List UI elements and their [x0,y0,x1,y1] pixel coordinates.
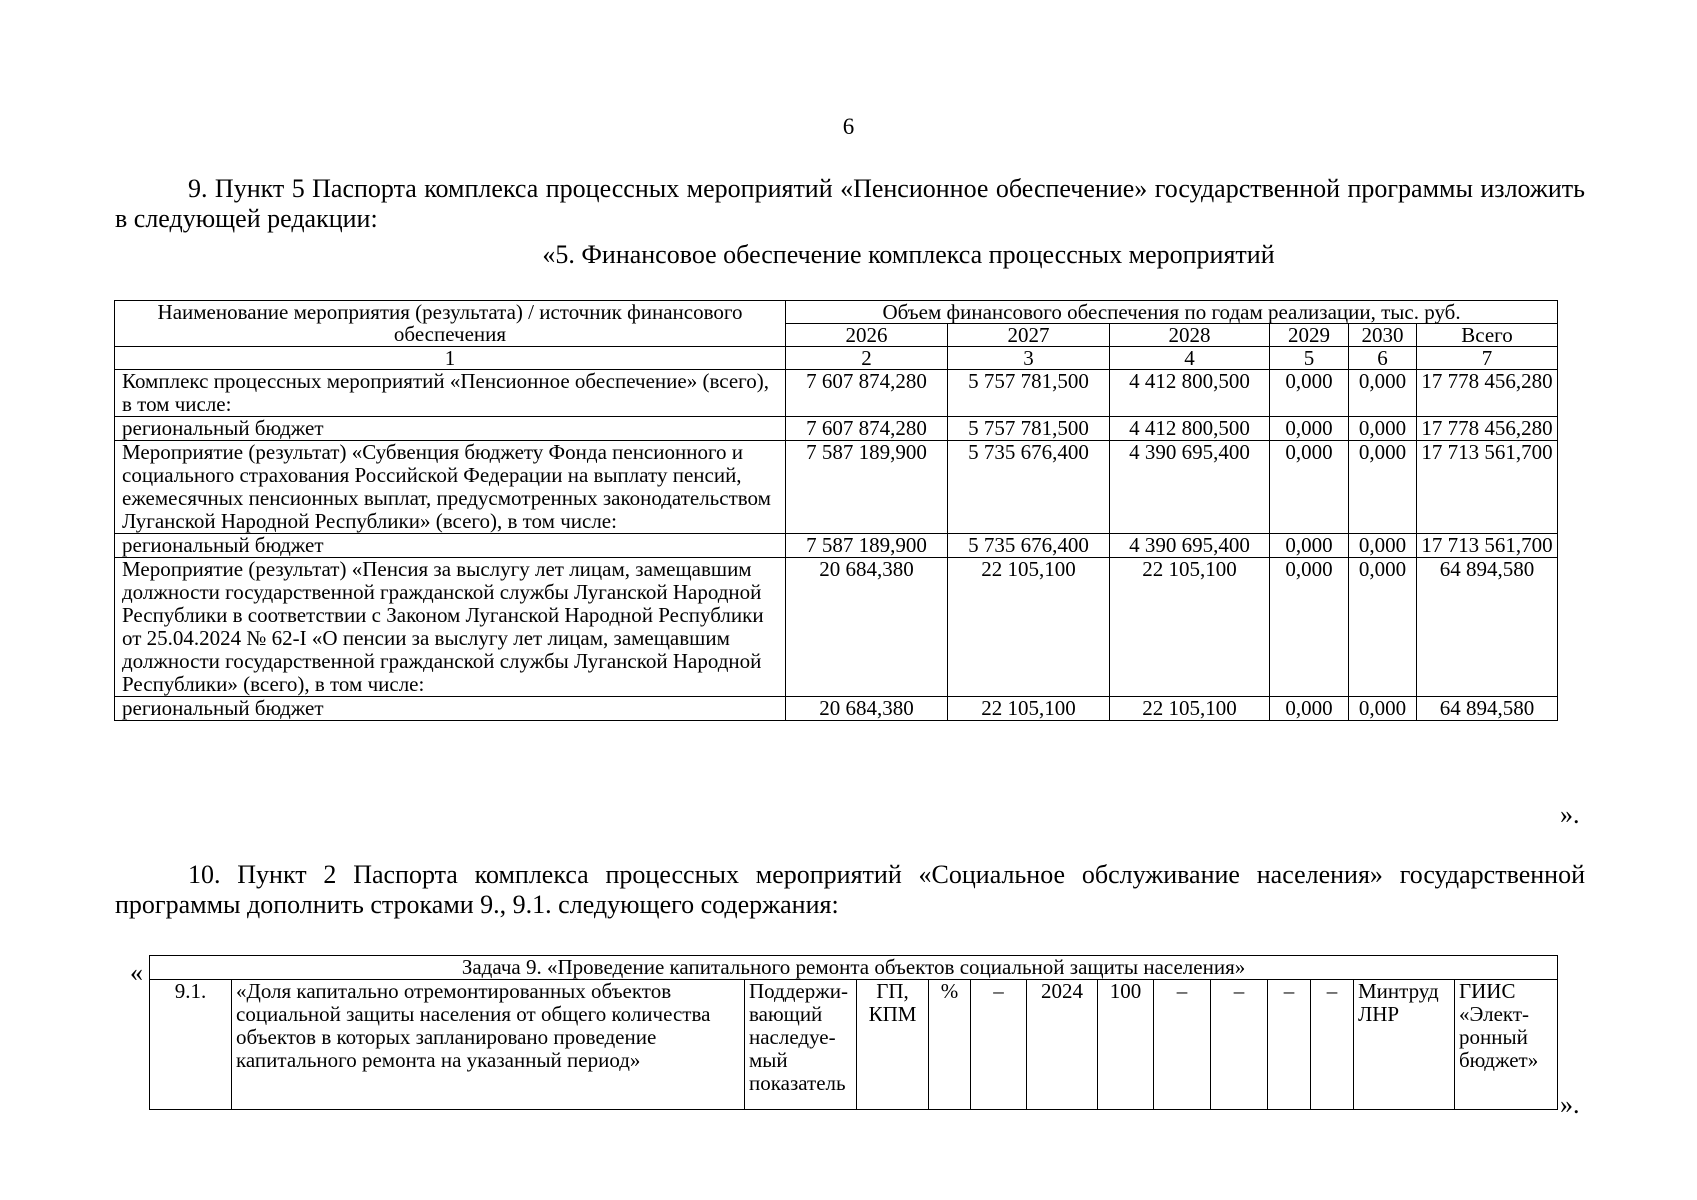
paragraph-10: 10. Пункт 2 Паспорта комплекса процессных мероприятий «Социальное обслуживание населения» государственной программы дополнить строками 9., 9.1. следующего содержания: [115,860,1585,919]
table-row [115,417,1558,441]
cell-value: 0,000 [1349,370,1417,417]
table-row [115,441,1558,534]
row-name: Мероприятие (результат) «Пенсия за выслугу лет лицам, замещавшим должности государственной гражданской службы Луганской Народной Республики в соответствии с Законом Луганской Народной Республики от 25.04.2024 № 62-I «О пенсии за выслугу лет лицам, замещавшим должности государственной гражданской службы Луганской Народной Республики» (всего), в том числе: [115,558,786,697]
task-table [149,955,1558,1110]
cell-indicator: «Доля капитально отремонтированных объектов социальной защиты населения от общего количества объектов в которых запланировано проведение капитального ремонта на указанный период» [232,980,745,1110]
row-name: региональный бюджет [115,697,786,721]
cell-value: 5 735 676,400 [948,534,1110,558]
cell-value: 0,000 [1270,558,1349,697]
col-number: 3 [948,347,1110,370]
cell-value: 7 587 189,900 [786,441,948,534]
row-name: Мероприятие (результат) «Субвенция бюджету Фонда пенсионного и социального страхования Российской Федерации на выплату пенсий, ежемесячных пенсионных выплат, предусмотренных законодательством Луганской Народной Республики» (всего), в том числе: [115,441,786,534]
col-number: 1 [115,347,786,370]
table-row [115,534,1558,558]
table-row [115,370,1558,417]
cell-value: 5 757 781,500 [948,417,1110,441]
paragraph-9: 9. Пункт 5 Паспорта комплекса процессных мероприятий «Пенсионное обеспечение» государственной программы изложить в следующей редакции: [115,174,1585,233]
cell-value: 0,000 [1270,441,1349,534]
header-year: 2026 [786,324,948,347]
header-year: 2028 [1110,324,1270,347]
cell-value: 22 105,100 [1110,697,1270,721]
cell-value: – [1154,980,1211,1110]
cell-value: 22 105,100 [948,558,1110,697]
cell-value: 0,000 [1349,417,1417,441]
opening-quote: « [130,958,143,987]
col-number: 7 [1417,347,1558,370]
row-name: региональный бюджет [115,534,786,558]
closing-quote: ». [1560,1090,1580,1119]
cell-value: 64 894,580 [1417,558,1558,697]
cell-value: – [1311,980,1354,1110]
cell-value: 4 412 800,500 [1110,370,1270,417]
section-heading: «5. Финансовое обеспечение комплекса процессных мероприятий [542,240,1275,269]
header-total: Всего [1417,324,1558,347]
cell-value: 17 713 561,700 [1417,534,1558,558]
cell-value: 0,000 [1349,441,1417,534]
cell-value: 0,000 [1349,534,1417,558]
cell-value: – [971,980,1027,1110]
cell-info-system: ГИИС «Элект-ронный бюджет» [1455,980,1558,1110]
row-name: Комплекс процессных мероприятий «Пенсионное обеспечение» (всего), в том числе: [115,370,786,417]
table-row [115,697,1558,721]
cell-value: 20 684,380 [786,558,948,697]
cell-value: 4 412 800,500 [1110,417,1270,441]
cell-value: 7 587 189,900 [786,534,948,558]
closing-quote: ». [1560,800,1580,829]
cell-value: 0,000 [1270,534,1349,558]
cell-base-year: 2024 [1027,980,1098,1110]
table-row [115,558,1558,697]
task-title: Задача 9. «Проведение капитального ремонта объектов социальной защиты населения» [150,956,1558,980]
header-year: 2027 [948,324,1110,347]
cell-value: 4 390 695,400 [1110,534,1270,558]
table-row [150,980,1558,1110]
cell-value: 7 607 874,280 [786,417,948,441]
financing-table [114,300,1558,721]
cell-level: ГП, КПМ [857,980,929,1110]
cell-value: 20 684,380 [786,697,948,721]
cell-value: 100 [1098,980,1154,1110]
cell-type: Поддержи-вающий наследуе-мый показатель [745,980,857,1110]
header-volume: Объем финансового обеспечения по годам реализации, тыс. руб. [786,301,1558,324]
page-number: 6 [842,114,855,139]
col-number: 2 [786,347,948,370]
row-name: региональный бюджет [115,417,786,441]
cell-value: 22 105,100 [1110,558,1270,697]
cell-value: 0,000 [1349,558,1417,697]
cell-responsible: Минтруд ЛНР [1354,980,1455,1110]
cell-value: 0,000 [1270,417,1349,441]
cell-value: 17 713 561,700 [1417,441,1558,534]
col-number: 5 [1270,347,1349,370]
cell-value: – [1211,980,1268,1110]
col-number: 4 [1110,347,1270,370]
cell-value: 5 735 676,400 [948,441,1110,534]
col-number: 6 [1349,347,1417,370]
header-year: 2030 [1349,324,1417,347]
cell-value: 22 105,100 [948,697,1110,721]
cell-value: 4 390 695,400 [1110,441,1270,534]
cell-value: 0,000 [1349,697,1417,721]
cell-value: 0,000 [1270,370,1349,417]
cell-value: 7 607 874,280 [786,370,948,417]
cell-value: 17 778 456,280 [1417,370,1558,417]
header-year: 2029 [1270,324,1349,347]
header-name: Наименование мероприятия (результата) / источник финансового обеспечения [115,301,786,347]
cell-value: 64 894,580 [1417,697,1558,721]
cell-value: 5 757 781,500 [948,370,1110,417]
cell-value: – [1268,980,1311,1110]
cell-number: 9.1. [150,980,232,1110]
cell-unit: % [929,980,971,1110]
cell-value: 17 778 456,280 [1417,417,1558,441]
cell-value: 0,000 [1270,697,1349,721]
